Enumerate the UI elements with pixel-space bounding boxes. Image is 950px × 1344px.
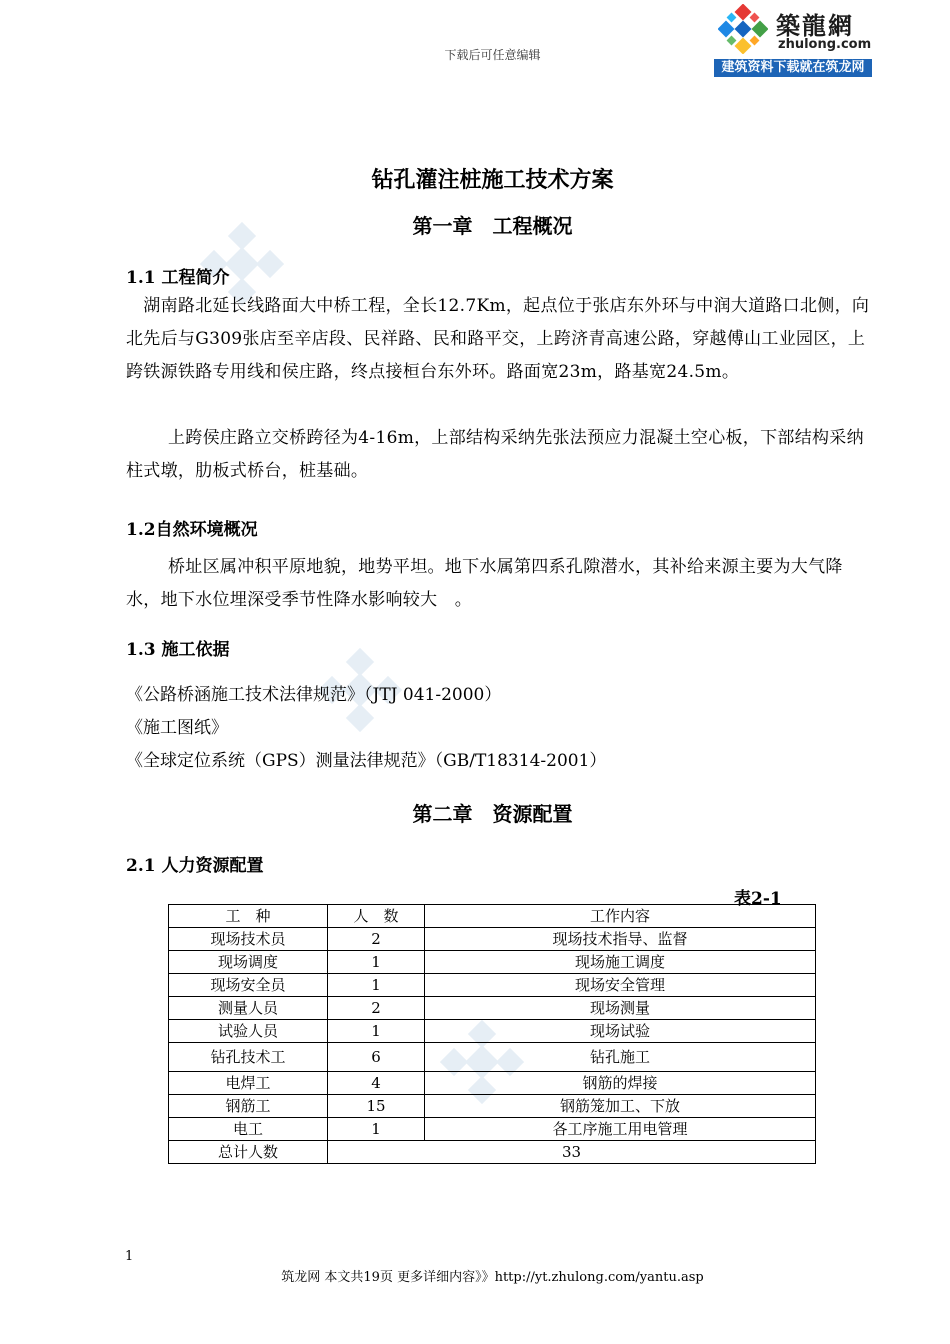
table-cell: 现场试验	[425, 1020, 816, 1043]
table-row	[169, 1020, 816, 1043]
table-row	[169, 951, 816, 974]
table-row	[169, 997, 816, 1020]
table-cell: 现场测量	[425, 997, 816, 1020]
table-cell: 2	[328, 928, 425, 951]
table-row	[169, 1072, 816, 1095]
table-cell: 现场安全员	[169, 974, 328, 997]
table-cell: 钻孔技术工	[169, 1043, 328, 1072]
header-note: 下载后可任意编辑	[444, 48, 541, 62]
table-header-cell: 人 数	[328, 905, 425, 928]
table-header-cell: 工 种	[169, 905, 328, 928]
snowflake-logo-icon	[718, 4, 768, 54]
logo-slogan: 建筑资料下载就在筑龙网	[714, 59, 872, 77]
table-header-row	[169, 905, 816, 928]
human-resources-table	[168, 904, 816, 1164]
table-cell: 钢筋工	[169, 1095, 328, 1118]
table-cell: 1	[328, 1118, 425, 1141]
chapter-2-heading: 第二章 资源配置	[412, 802, 573, 826]
table-row	[169, 1095, 816, 1118]
document-title: 钻孔灌注桩施工技术方案	[371, 167, 614, 193]
table-number: 表2-1	[734, 889, 782, 909]
table-cell: 电工	[169, 1118, 328, 1141]
logo-domain: zhulong.com	[778, 37, 872, 52]
section-1-1-paragraph-2: 上跨侯庄路立交桥跨径为4-16m，上部结构采纳先张法预应力混凝土空心板，下部结构采纳柱式墩，肋板式桥台，桩基础。	[126, 428, 864, 481]
table-total-value: 33	[328, 1141, 816, 1164]
table-cell: 各工序施工用电管理	[425, 1118, 816, 1141]
table-row	[169, 1043, 816, 1072]
table-cell: 4	[328, 1072, 425, 1095]
table-cell: 6	[328, 1043, 425, 1072]
table-cell: 钢筋笼加工、下放	[425, 1095, 816, 1118]
table-cell: 现场技术员	[169, 928, 328, 951]
table-row	[169, 1118, 816, 1141]
table-cell: 钢筋的焊接	[425, 1072, 816, 1095]
table-row	[169, 974, 816, 997]
footer-link[interactable]: 筑龙网 本文共19页 更多详细内容》》http://yt.zhulong.com/yantu.asp	[281, 1270, 704, 1285]
table-cell: 1	[328, 974, 425, 997]
section-1-1-heading: 1.1 工程简介	[126, 268, 230, 288]
table-cell: 钻孔施工	[425, 1043, 816, 1072]
table-row	[169, 928, 816, 951]
table-cell: 现场技术指导、监督	[425, 928, 816, 951]
table-header-cell: 工作内容	[425, 905, 816, 928]
table-total-row	[169, 1141, 816, 1164]
section-1-3-heading: 1.3 施工依据	[126, 640, 230, 660]
table-total-label: 总计人数	[169, 1141, 328, 1164]
basis-item: 《全球定位系统（GPS）测量法律规范》（GB/T18314-2001）	[126, 751, 607, 771]
table-cell: 2	[328, 997, 425, 1020]
chapter-1-heading: 第一章 工程概况	[412, 214, 573, 238]
table-cell: 电焊工	[169, 1072, 328, 1095]
page-number: 1	[125, 1249, 134, 1264]
table-cell: 试验人员	[169, 1020, 328, 1043]
section-1-2-paragraph: 桥址区属冲积平原地貌，地势平坦。地下水属第四系孔隙潜水，其补给来源主要为大气降水，地下水位埋深受季节性降水影响较大 。	[126, 557, 843, 610]
table-cell: 1	[328, 951, 425, 974]
table-cell: 现场施工调度	[425, 951, 816, 974]
section-1-1-paragraph-1: 湖南路北延长线路面大中桥工程，全长12.7Km，起点位于张店东外环与中润大道路口北侧，向北先后与G309张店至辛店段、民祥路、民和路平交，上跨济青高速公路，穿越傅山工业园区，上跨铁源铁路专用线和侯庄路，终点接桓台东外环。路面宽23m，路基宽24.5m。	[126, 296, 870, 382]
table-cell: 测量人员	[169, 997, 328, 1020]
section-2-1-heading: 2.1 人力资源配置	[126, 856, 264, 876]
table-cell: 现场安全管理	[425, 974, 816, 997]
logo-chinese-name: 築龍網	[776, 11, 854, 40]
zhulong-logo[interactable]	[712, 0, 874, 78]
table-cell: 15	[328, 1095, 425, 1118]
table-cell: 1	[328, 1020, 425, 1043]
basis-item: 《公路桥涵施工技术法律规范》（JTJ 041-2000）	[126, 685, 502, 705]
basis-item: 《施工图纸》	[126, 718, 228, 738]
table-cell: 现场调度	[169, 951, 328, 974]
section-1-2-heading: 1.2自然环境概况	[126, 520, 258, 540]
